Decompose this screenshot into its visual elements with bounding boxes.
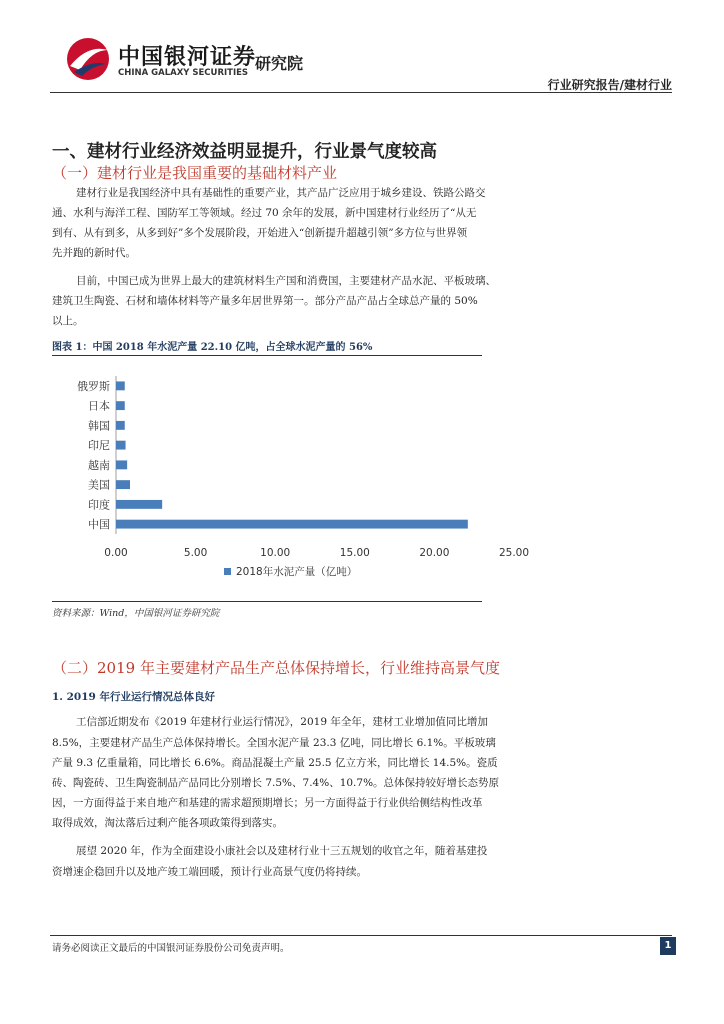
subsection-title-2: （二）2019 年主要建材产品生产总体保持增长，行业维持高景气度	[52, 659, 500, 677]
legend-label: 2018年水泥产量（亿吨）	[236, 566, 358, 578]
subsection-title: （一）建材行业是我国重要的基础材料产业	[52, 164, 338, 182]
paragraph-line: 取得成效，淘汰落后过剩产能各项政策得到落实。	[52, 817, 283, 829]
paragraph-line: 因，一方面得益于来自地产和基建的需求超预期增长；另一方面得益于行业供给侧结构性改革	[52, 797, 483, 809]
paragraph-4	[76, 841, 548, 861]
bar-6	[116, 500, 162, 509]
paragraph-line: 建材行业是我国经济中具有基础性的重要产业，其产品广泛应用于城乡建设、铁路公路交	[76, 187, 486, 199]
paragraph-line: 8.5%，主要建材产品生产总体保持增长。全国水泥产量 23.3 亿吨，同比增长 6.1%。平板玻璃	[52, 737, 496, 749]
paragraph-3-cont	[52, 733, 548, 833]
paragraph-line: 产量 9.3 亿重量箱，同比增长 6.6%。商品混凝土产量 25.5 亿立方米，同比增长 14.5%。瓷质	[52, 757, 498, 769]
figure-caption: 图表 1：中国 2018 年水泥产量 22.10 亿吨，占全球水泥产量的 56%	[52, 342, 373, 353]
bar-2	[116, 421, 125, 430]
paragraph-2-cont	[52, 291, 548, 331]
paragraph-line: 目前，中国已成为世界上最大的建筑材料生产国和消费国，主要建材产品水泥、平板玻璃、	[76, 275, 496, 287]
paragraph-line: 通、水利与海洋工程、国防军工等领域。经过 70 余年的发展，新中国建材行业经历了“从无	[52, 207, 477, 219]
paragraph-line: 资增速企稳回升以及地产竣工端回暖，预计行业高景气度仍将持续。	[52, 866, 367, 878]
institute-label: 研究院	[255, 54, 304, 73]
y-tick-label: 日本	[88, 399, 110, 413]
bar-7	[116, 520, 468, 529]
figure-source: 资料来源：Wind，中国银河证券研究院	[52, 608, 220, 619]
cement-output-bar-chart	[52, 360, 530, 600]
brand-name-en: CHINA GALAXY SECURITIES	[118, 68, 249, 78]
y-tick-label: 俄罗斯	[77, 379, 110, 393]
paragraph-line: 建筑卫生陶瓷、石材和墙体材料等产量多年居世界第一。部分产品产品占全球总产量的 50%	[52, 295, 478, 307]
figure-top-rule	[52, 355, 482, 356]
bar-3	[116, 441, 126, 450]
paragraph-1-cont	[52, 203, 548, 263]
x-tick-label: 0.00	[104, 547, 128, 559]
paragraph-4-cont	[52, 862, 548, 882]
paragraph-3	[76, 712, 548, 732]
y-tick-label: 印尼	[88, 439, 110, 453]
paragraph-line: 到有、从有到多，从多到好”多个发展阶段，开始进入“创新提升超越引领”多方位与世界领	[52, 227, 468, 239]
legend-swatch	[224, 568, 231, 575]
footer-disclaimer: 请务必阅读正文最后的中国银河证券股份公司免责声明。	[52, 943, 290, 954]
footer-divider	[50, 935, 672, 936]
paragraph-line: 先并跑的新时代。	[52, 247, 136, 259]
bar-1	[116, 401, 125, 410]
x-tick-label: 15.00	[339, 547, 370, 559]
paragraph-line: 砖、陶瓷砖、卫生陶瓷制品产品同比分别增长 7.5%、7.4%、10.7%。总体保持较好增长态势原	[52, 777, 500, 789]
bar-4	[116, 460, 127, 469]
y-tick-label: 中国	[88, 518, 110, 532]
figure-bottom-rule	[52, 601, 482, 602]
x-tick-label: 20.00	[419, 547, 450, 559]
x-tick-label: 10.00	[260, 547, 291, 559]
page-number: 1	[660, 937, 676, 955]
company-logo	[62, 36, 114, 82]
header-divider	[50, 92, 672, 93]
section-title: 一、建材行业经济效益明显提升，行业景气度较高	[52, 142, 437, 162]
paragraph-line: 工信部近期发布《2019 年建材行业运行情况》，2019 年全年，建材工业增加值同比增加	[76, 716, 488, 728]
bar-5	[116, 480, 130, 489]
y-tick-label: 美国	[88, 478, 110, 492]
paragraph-1	[76, 183, 548, 203]
x-tick-label: 5.00	[183, 547, 208, 559]
bar-0	[116, 381, 125, 390]
paragraph-line: 以上。	[52, 315, 84, 327]
y-tick-label: 韩国	[88, 419, 110, 433]
y-tick-label: 印度	[88, 498, 110, 512]
x-tick-label: 25.00	[498, 547, 530, 559]
sub-heading: 1. 2019 年行业运行情况总体良好	[52, 691, 215, 703]
y-tick-label: 越南	[88, 458, 110, 472]
paragraph-line: 展望 2020 年，作为全面建设小康社会以及建材行业十三五规划的收官之年，随着基建投	[76, 845, 488, 857]
paragraph-2	[76, 271, 548, 291]
report-type-label: 行业研究报告/建材行业	[547, 78, 672, 92]
brand-name-cn: 中国银河证券	[118, 45, 257, 70]
